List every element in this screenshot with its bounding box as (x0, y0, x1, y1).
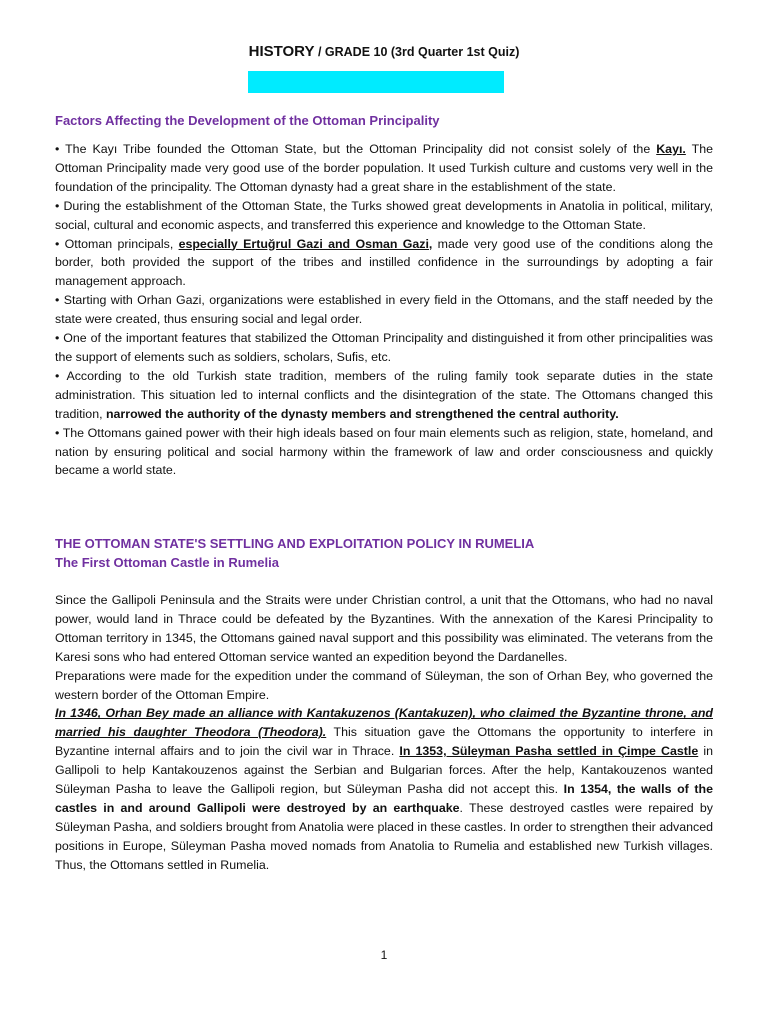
subheading-first-castle: The First Ottoman Castle in Rumelia (55, 555, 279, 570)
bullet-3-text-b: made very good use of the conditions along the border, both provided the support of the tribes and instilled confidence in the surroundings by adopting a fair management approach. (55, 236, 714, 289)
title-subject: HISTORY (248, 43, 315, 60)
paragraph-3-text-c: in Gallipoli to help Kantakouzenos against the Serbian and Bulgarian forces. After the help, Kantakouzenos wanted Süleyman Pasha to leave the Gallipoli region, but Süleyman Pasha did not accept this. (55, 744, 713, 797)
bullet-7: • The Ottomans gained power with their high ideals based on four main elements such as religion, state, homeland, and nation by ensuring political and social harmony within the framework of law and order consciousness and quickly became a world state. (55, 425, 713, 478)
bullet-3 (55, 235, 713, 292)
section-factors (55, 111, 713, 480)
paragraph-1: Since the Gallipoli Peninsula and the Straits were under Christian control, a unit that the Ottomans, who had no naval power, would land in Thrace could be defeated by the Byzantines. With the annexation of the Karesi Principality to Ottoman territory in 1345, the Ottomans gained naval support and this possibility was eliminated. The veterans from the Karesi sons who had entered Ottoman service wanted an expedition beyond the Dardanelles. (55, 593, 713, 664)
bullet-2: • During the establishment of the Ottoman State, the Turks showed great developments in Anatolia in political, military, social, cultural and economic aspects, and transferred this experience and knowledge to the Ottoman State. (55, 198, 713, 232)
bullet-1-kayi: Kayı. (656, 142, 686, 156)
page-number: 1 (380, 948, 388, 962)
section-rumelia (55, 534, 713, 875)
bullet-3-text-a: • Ottoman principals, (55, 236, 179, 251)
bullet-6-bold: narrowed the authority of the dynasty members and strengthened the central authority. (105, 406, 619, 421)
bullet-4: • Starting with Orhan Gazi, organizations were established in every field in the Ottomans, and the staff needed by the state were created, thus ensuring social and legal order. (55, 293, 713, 327)
paragraph-3-earthquake: In 1354, the walls of the castles in and around Gallipoli were destroyed by an earthquake (55, 782, 714, 815)
bullet-5: • One of the important features that stabilized the Ottoman Principality and distinguished it from other principalities was the support of elements such as soldiers, scholars, Sufis, etc. (55, 331, 713, 364)
title-separator: / (314, 45, 325, 59)
bullet-1 (55, 140, 713, 197)
paragraph-3-cimpe: In 1353, Süleyman Pasha settled in Çimpe Castle (399, 744, 699, 759)
bullet-3-emphasis: especially Ertuğrul Gazi and Osman Gazi, (178, 236, 433, 251)
paragraph-3-alliance: In 1346, Orhan Bey made an alliance with Kantakuzenos (Kantakuzen), who claimed the Byzantine throne, and married his daughter Theodora (Theodora). (55, 706, 713, 740)
title-grade: GRADE 10 (3rd Quarter 1st Quiz) (324, 45, 520, 59)
bullet-1-text-a: • The Kayı Tribe founded the Ottoman State, but the Ottoman Principality did not consist solely of the (55, 142, 657, 156)
section-heading-factors: Factors Affecting the Development of the Ottoman Principality (55, 113, 440, 128)
bullet-6-text-a: • According to the old Turkish state tradition, members of the ruling family took separate duties in the state administration. This situation led to internal conflicts and the disintegration of the state. The Ottomans changed this tradition, (55, 368, 713, 421)
bullet-1-text-b: The Ottoman Principality made very good use of the border population. It used Turkish culture and customs very well in the foundation of the principality. The Ottoman dynasty had a great share in the establishment of the state. (55, 142, 713, 194)
document-title (0, 43, 768, 60)
paragraph-3-text-e: . These destroyed castles were repaired by Süleyman Pasha, and soldiers brought from Anatolia were placed in these castles. In order to strengthen their advanced positions in Europe, Süleyman Pasha moved nomads from Anatolia to Rumelia and established new Turkish villages. Thus, the Ottomans settled in Rumelia. (55, 800, 713, 872)
bullet-6 (55, 367, 713, 424)
paragraph-3 (55, 704, 713, 874)
paragraph-3-text-a: This situation gave the Ottomans the opportunity to interfere in Byzantine internal affairs and to join the civil war in Thrace. (55, 725, 713, 759)
paragraph-2: Preparations were made for the expedition under the command of Süleyman, the son of Orhan Bey, who governed the western border of the Ottoman Empire. (55, 668, 713, 702)
section-heading-rumelia: THE OTTOMAN STATE'S SETTLING AND EXPLOITATION POLICY IN RUMELIA (55, 536, 535, 551)
highlight-bar (248, 71, 504, 93)
